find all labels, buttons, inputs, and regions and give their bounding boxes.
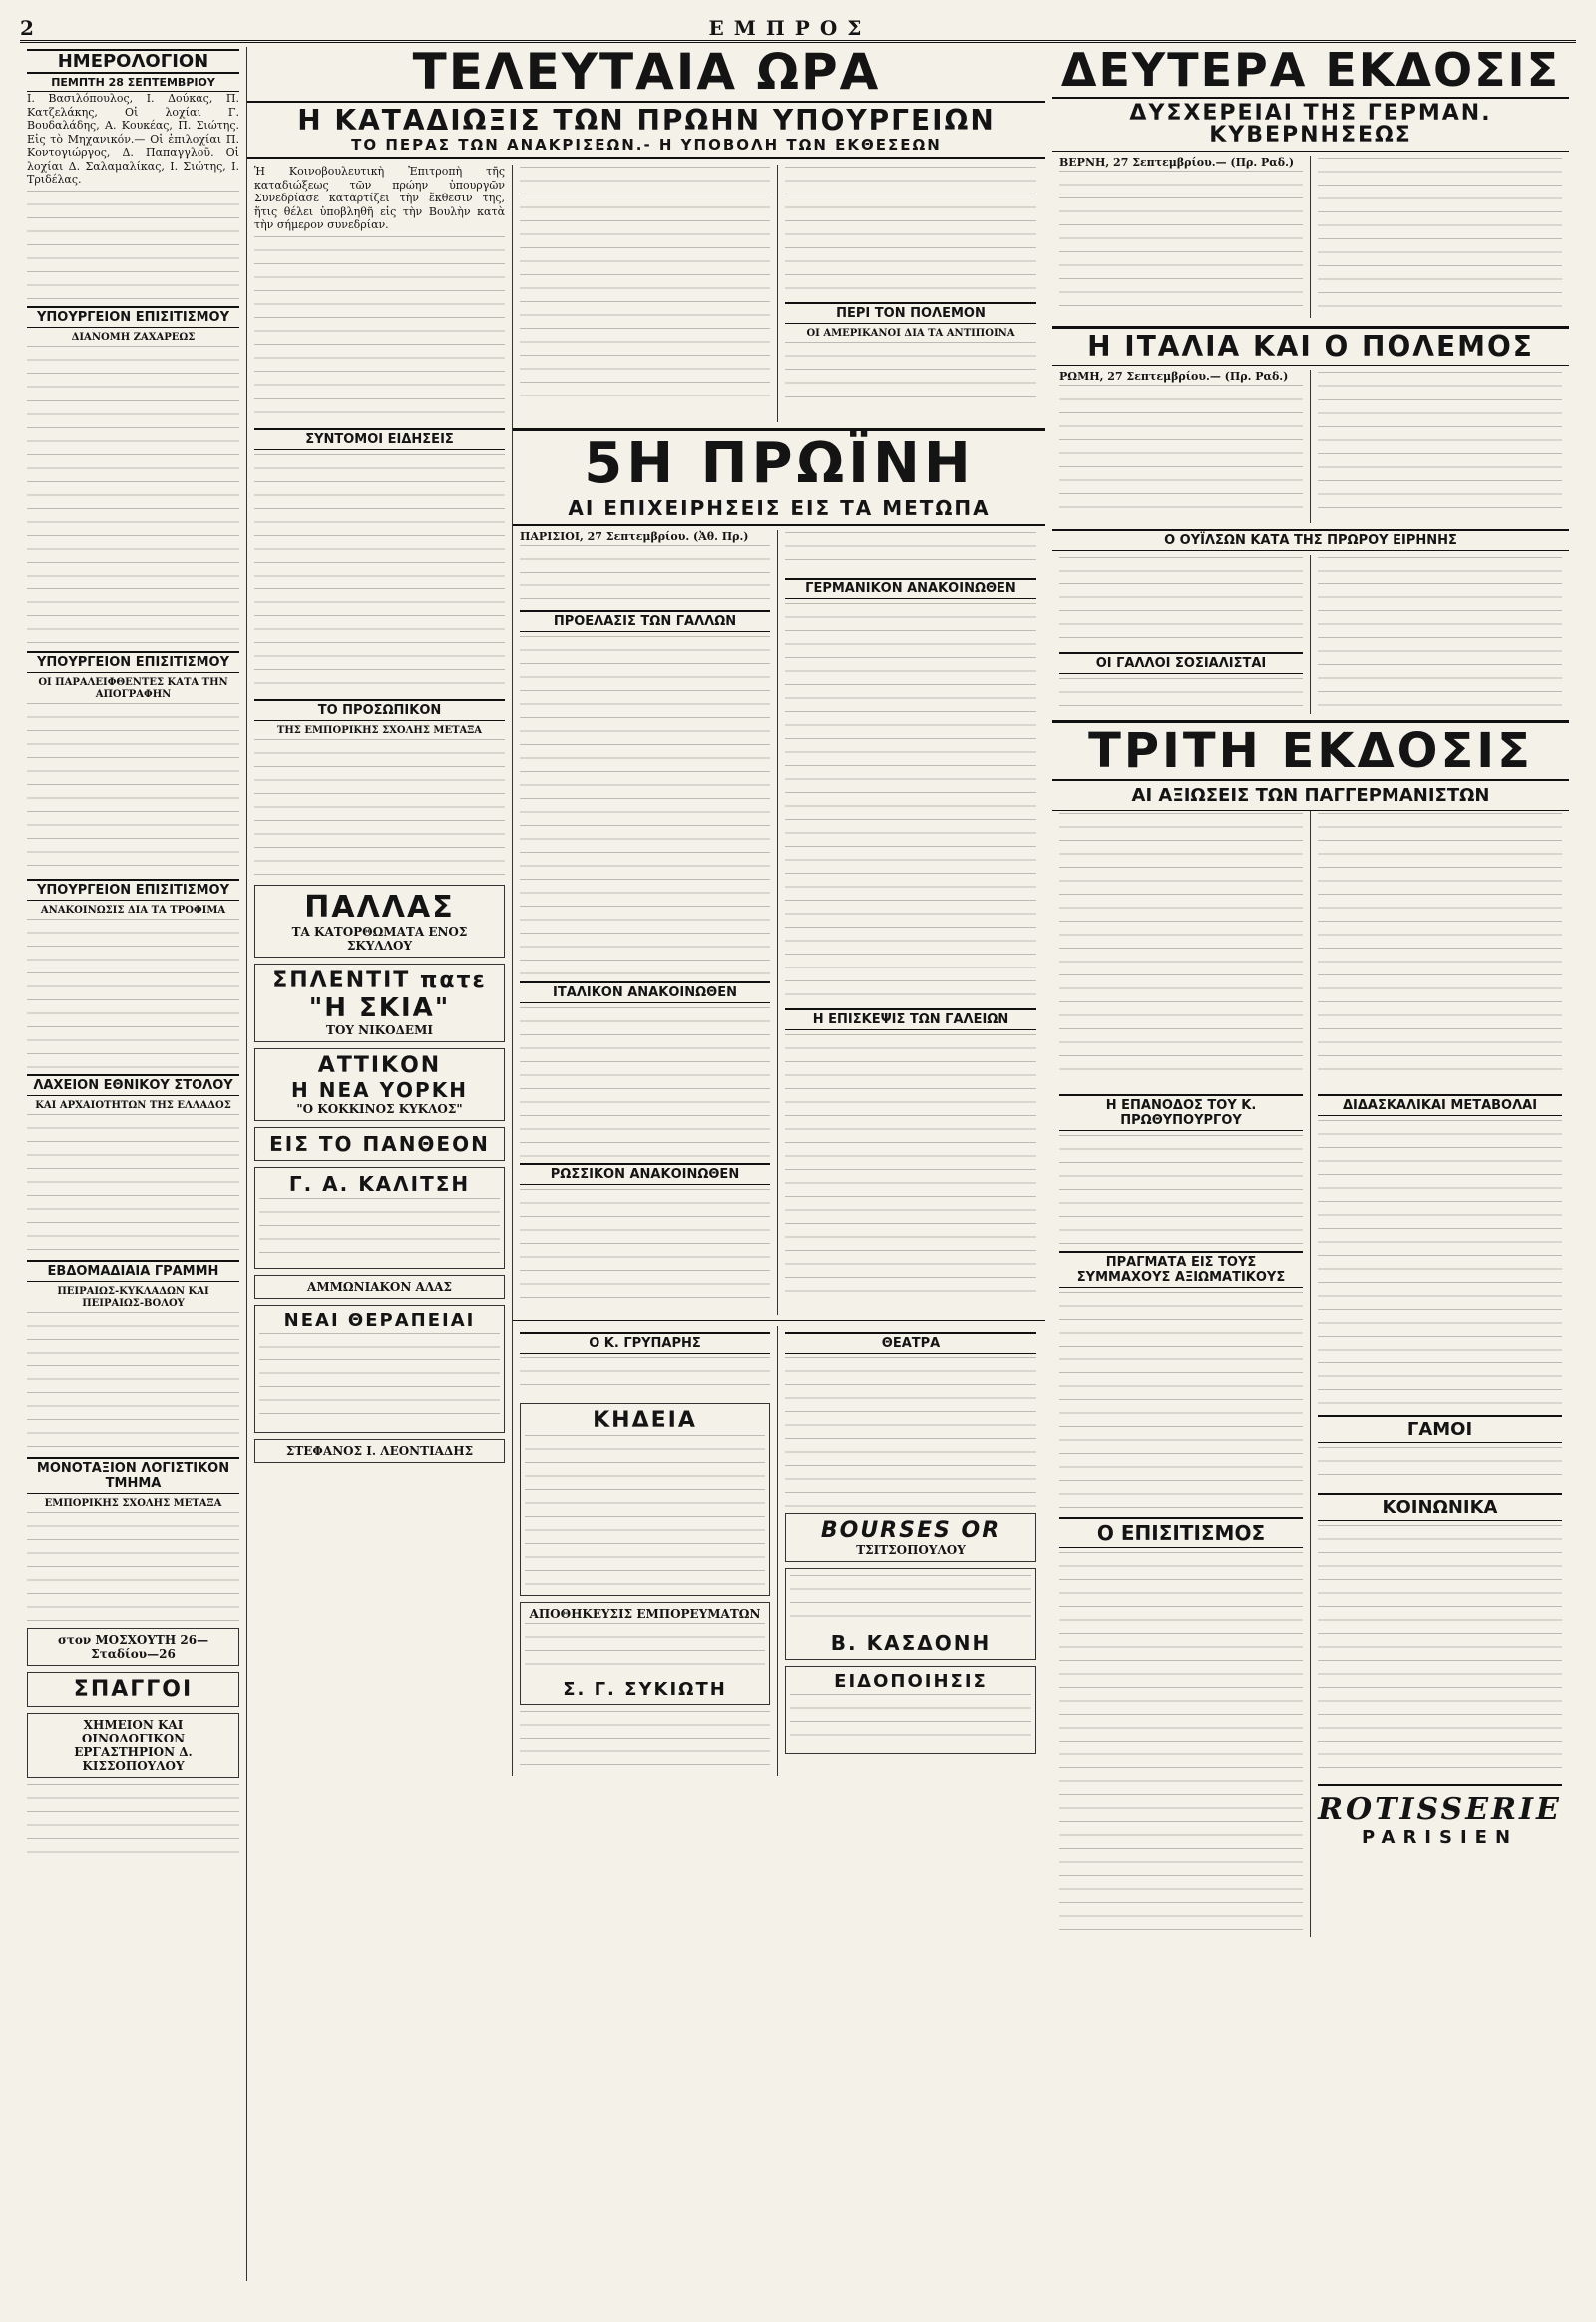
section-subtitle: ΚΑΙ ΑΡΧΑΙΟΤΗΤΩΝ ΤΗΣ ΕΛΛΑΔΟΣ — [35, 1099, 231, 1111]
right-column — [1045, 47, 1576, 2281]
section-title: ΤΟ ΠΡΟΣΩΠΙΚΟΝ — [254, 699, 505, 721]
body-text-block — [27, 919, 239, 1068]
advertisement-ammon: ΑΜΜΩΝΙΑΚΟΝ ΑΛΑΣ — [254, 1275, 505, 1299]
section-title: ΕΒΔΟΜΑΔΙΑΙΑ ΓΡΑΜΜΗ — [27, 1260, 239, 1282]
dateline: ΡΩΜΗ, 27 Σεπτεμβρίου.— (Πρ. Ραδ.) — [1059, 370, 1289, 383]
body-text-block — [520, 167, 770, 396]
advertisement-pantheon: ΕΙΣ ΤΟ ΠΑΝΘΕΟΝ — [254, 1127, 505, 1161]
section-subtitle: ΔΙΑΝΟΜΗ ΖΑΧΑΡΕΩΣ — [71, 331, 196, 343]
dateline: ΒΕΡΝΗ, 27 Σεπτεμβρίου.— (Πρ. Ραδ.) — [1059, 156, 1295, 169]
body-text-block — [254, 236, 505, 416]
second-edition-title: ΔΕΥΤΕΡΑ ΕΚΔΟΣΙΣ — [1052, 47, 1569, 99]
advertisement-kaliti: Γ. Α. ΚΑΛΙΤΣΗ — [254, 1167, 505, 1269]
newspaper-page — [20, 14, 1576, 2288]
section-title: ΠΡΑΓΜΑΤΑ ΕΙΣ ΤΟΥΣ ΣΥΜΜΑΧΟΥΣ ΑΞΙΩΜΑΤΙΚΟΥΣ — [1059, 1251, 1303, 1288]
advertisement: ΣΠΑΓΓΟΙ — [27, 1672, 239, 1707]
rotisserie-ad-subtitle: PARISIEN — [1361, 1827, 1519, 1848]
section-title: ΓΕΡΜΑΝΙΚΟΝ ΑΝΑΚΟΙΝΩΘΕΝ — [785, 578, 1036, 599]
section-title: Η ΕΠΑΝΟΔΟΣ ΤΟΥ Κ. ΠΡΩΘΥΠΟΥΡΓΟΥ — [1059, 1094, 1303, 1131]
section-title: ΙΤΑΛΙΚΟΝ ΑΝΑΚΟΙΝΩΘΕΝ — [520, 981, 770, 1003]
advertisement-apotheke: ΑΠΟΘΗΚΕΥΣΙΣ ΕΜΠΟΡΕΥΜΑΤΩΝ Σ. Γ. ΣΥΚΙΩΤΗ — [520, 1602, 770, 1705]
advertisement: ΧΗΜΕΙΟΝ ΚΑΙ ΟΙΝΟΛΟΓΙΚΟΝ ΕΡΓΑΣΤΗΡΙΟΝ Δ. ΚΙΣΣΟΠΟΥΛΟΥ — [27, 1713, 239, 1778]
section-subtitle: ΤΗΣ ΕΜΠΟΡΙΚΗΣ ΣΧΟΛΗΣ ΜΕΤΑΞΑ — [276, 724, 483, 736]
body-text-block — [27, 1114, 239, 1254]
section-title: ΥΠΟΥΡΓΕΙΟΝ ΕΠΙΣΙΤΙΣΜΟΥ — [27, 651, 239, 673]
advertisement: στον ΜΟΣΧΟΥΤΗ 26—Σταδίου—26 — [27, 1628, 239, 1666]
calendar-date: ΠΕΜΠΤΗ 28 ΣΕΠΤΕΜΒΡΙΟΥ — [27, 74, 239, 92]
section-title: ΠΕΡΙ ΤΟΝ ΠΟΛΕΜΟΝ — [785, 302, 1036, 324]
body-text-block — [27, 703, 239, 873]
advertisement-splendid: ΣΠΛΕΝΤΙΤ πατε "Η ΣΚΙΑ" ΤΟΥ ΝΙΚΟΔΕΜΙ — [254, 964, 505, 1042]
section-title: ΜΟΝΟΤΑΞΙΟΝ ΛΟΓΙΣΤΙΚΟΝ ΤΜΗΜΑ — [27, 1457, 239, 1494]
section-title: ΘΕΑΤΡΑ — [785, 1332, 1036, 1354]
masthead — [20, 14, 1576, 43]
section-title: Η ΕΠΙΣΚΕΨΙΣ ΤΩΝ ΓΑΛΕΙΩΝ — [785, 1008, 1036, 1030]
advertisement-attikon: ΑΤΤΙΚΟΝ Η ΝΕΑ ΥΟΡΚΗ "Ο ΚΟΚΚΙΝΟΣ ΚΥΚΛΟΣ" — [254, 1048, 505, 1121]
section-title: ΥΠΟΥΡΓΕΙΟΝ ΕΠΙΣΙΤΙΣΜΟΥ — [27, 306, 239, 328]
section-subtitle: ΠΕΙΡΑΙΩΣ-ΚΥΚΛΑΔΩΝ ΚΑΙ ΠΕΙΡΑΙΩΣ-ΒΟΛΟΥ — [57, 1285, 209, 1309]
body-text-block — [27, 346, 239, 645]
body-text-block — [785, 167, 1036, 296]
section-title: Ο Κ. ΓΡΥΠΑΡΗΣ — [520, 1332, 770, 1354]
body-text-block — [27, 1512, 239, 1622]
lead-text: Ἡ Κοινοβουλευτικὴ Ἐπιτροπὴ τῆς καταδιώξεως τῶν πρώην ὑπουργῶν Συνεδρίασε καταρτίζει τὴν ἔκθεσιν της, ἥτις θέλει ὑποβληθῆ εἰς τὴν Βουλὴν κατὰ τὴν σήμερον συνεδρίαν. — [254, 165, 505, 231]
dateline: ΠΑΡΙΣΙΟΙ, 27 Σεπτεμβρίου. (Ἀθ. Πρ.) — [520, 529, 749, 543]
advertisement-pallas: ΠΑΛΛΑΣ ΤΑ ΚΑΤΟΡΘΩΜΑΤΑ ΕΝΟΣ ΣΚΥΛΛΟΥ — [254, 885, 505, 958]
third-edition-subtitle: ΑΙ ΑΞΙΩΣΕΙΣ ΤΩΝ ΠΑΓΓΕΡΜΑΝΙΣΤΩΝ — [1052, 785, 1569, 811]
body-text-block — [785, 342, 1036, 402]
section-title: Ο ΟΥΪΛΣΩΝ ΚΑΤΑ ΤΗΣ ΠΡΩΡΟΥ ΕΙΡΗΝΗΣ — [1052, 529, 1569, 551]
section-title: Ο ΕΠΙΣΙΤΙΣΜΟΣ — [1059, 1517, 1303, 1548]
paper-name: ΕΜΠΡΟΣ — [708, 16, 872, 40]
rotisserie-ad-title: ROTISSERIE — [1318, 1784, 1562, 1827]
calendar-text: Ι. Βασιλόπουλος, Ι. Δούκας, Π. Κατζελάκης, Οἱ λοχίαι Γ. Βουδαλάδης, Α. Κουκέας, Π. Σιώτης. Εἰς τὸ Μηχανικόν.— Οἱ ἐπιλοχίαι Π. Κοντογιώργος, Δ. Παπαγγλοῦ. Οἱ λοχίαι Δ. Σαλαμαλίκας, Ι. Σιώτης, Ι. Τριδέλας. — [27, 92, 239, 186]
fifth-morning-subtitle: ΑΙ ΕΠΙΧΕΙΡΗΣΕΙΣ ΕΙΣ ΤΑ ΜΕΤΩΠΑ — [513, 496, 1045, 526]
left-column — [20, 47, 247, 2281]
advertisement-kasdoni: Β. ΚΑΣΔΟΝΗ — [785, 1568, 1036, 1660]
notice-kideia: ΚΗΔΕΙΑ — [520, 1403, 770, 1596]
body-text-block — [27, 191, 239, 300]
section-subtitle: ΑΝΑΚΟΙΝΩΣΙΣ ΔΙΑ ΤΑ ΤΡΟΦΙΜΑ — [40, 904, 226, 916]
center-subhead: ΤΟ ΠΕΡΑΣ ΤΩΝ ΑΝΑΚΡΙΣΕΩΝ.- Η ΥΠΟΒΟΛΗ ΤΩΝ ΕΚΘΕΣΕΩΝ — [247, 138, 1045, 159]
section-title: ΥΠΟΥΡΓΕΙΟΝ ΕΠΙΣΙΤΙΣΜΟΥ — [27, 879, 239, 901]
section-subtitle: ΟΙ ΑΜΕΡΙΚΑΝΟΙ ΔΙΑ ΤΑ ΑΝΤΙΠΟΙΝΑ — [806, 328, 1015, 339]
calendar-title: ΗΜΕΡΟΛΟΓΙΟΝ — [27, 49, 239, 74]
advertisement-bourses: BOURSES OR ΤΣΙΤΣΟΠΟΥΛΟΥ — [785, 1513, 1036, 1562]
section-title: ΔΙΔΑΣΚΑΛΙΚΑΙ ΜΕΤΑΒΟΛΑΙ — [1318, 1094, 1562, 1116]
section-title: ΚΟΙΝΩΝΙΚΑ — [1318, 1493, 1562, 1521]
page-number: 2 — [20, 16, 34, 40]
section-title: ΟΙ ΓΑΛΛΟΙ ΣΟΣΙΑΛΙΣΤΑΙ — [1059, 652, 1303, 674]
body-text-block — [27, 1312, 239, 1451]
section-title: ΣΥΝΤΟΜΟΙ ΕΙΔΗΣΕΙΣ — [254, 428, 505, 450]
fifth-morning-title: 5Η ΠΡΩΪΝΗ — [513, 428, 1045, 496]
body-text-block — [27, 1784, 239, 1864]
section-title: ΓΑΜΟΙ — [1318, 1415, 1562, 1443]
body-text-block — [254, 739, 505, 879]
section-title: ΛΑΧΕΙΟΝ ΕΘΝΙΚΟΥ ΣΤΟΛΟΥ — [27, 1074, 239, 1096]
center-main-title: ΤΕΛΕΥΤΑΙΑ ΩΡΑ — [247, 47, 1045, 103]
section-subtitle: ΟΙ ΠΑΡΑΛΕΙΦΘΕΝΤΕΣ ΚΑΤΑ ΤΗΝ ΑΠΟΓΡΑΦΗΝ — [38, 676, 228, 700]
section-title: ΠΡΟΕΛΑΣΙΣ ΤΩΝ ΓΑΛΛΩΝ — [520, 610, 770, 632]
third-edition-title: ΤΡΙΤΗ ΕΚΔΟΣΙΣ — [1052, 720, 1569, 781]
center-right-block — [513, 422, 1045, 1776]
italy-war-title: Η ΙΤΑΛΙΑ ΚΑΙ Ο ΠΟΛΕΜΟΣ — [1052, 326, 1569, 366]
second-edition-subhead: ΔΥΣΧΕΡΕΙΑΙ ΤΗΣ ΓΕΡΜΑΝ. ΚΥΒΕΡΝΗΣΕΩΣ — [1052, 103, 1569, 152]
section-subtitle: ΕΜΠΟΡΙΚΗΣ ΣΧΟΛΗΣ ΜΕΤΑΞΑ — [44, 1497, 222, 1509]
advertisement-neai: ΝΕΑΙ ΘΕΡΑΠΕΙΑΙ — [254, 1305, 505, 1433]
center-headline: Η ΚΑΤΑΔΙΩΞΙΣ ΤΩΝ ΠΡΩΗΝ ΥΠΟΥΡΓΕΙΩΝ — [297, 104, 996, 137]
center-section — [247, 47, 1045, 2281]
notice-eidop: ΕΙΔΟΠΟΙΗΣΙΣ — [785, 1666, 1036, 1754]
section-title: ΡΩΣΣΙΚΟΝ ΑΝΑΚΟΙΝΩΘΕΝ — [520, 1163, 770, 1185]
body-text-block — [254, 454, 505, 693]
advertisement-stefanos: ΣΤΕΦΑΝΟΣ Ι. ΛΕΟΝΤΙΑΔΗΣ — [254, 1439, 505, 1463]
